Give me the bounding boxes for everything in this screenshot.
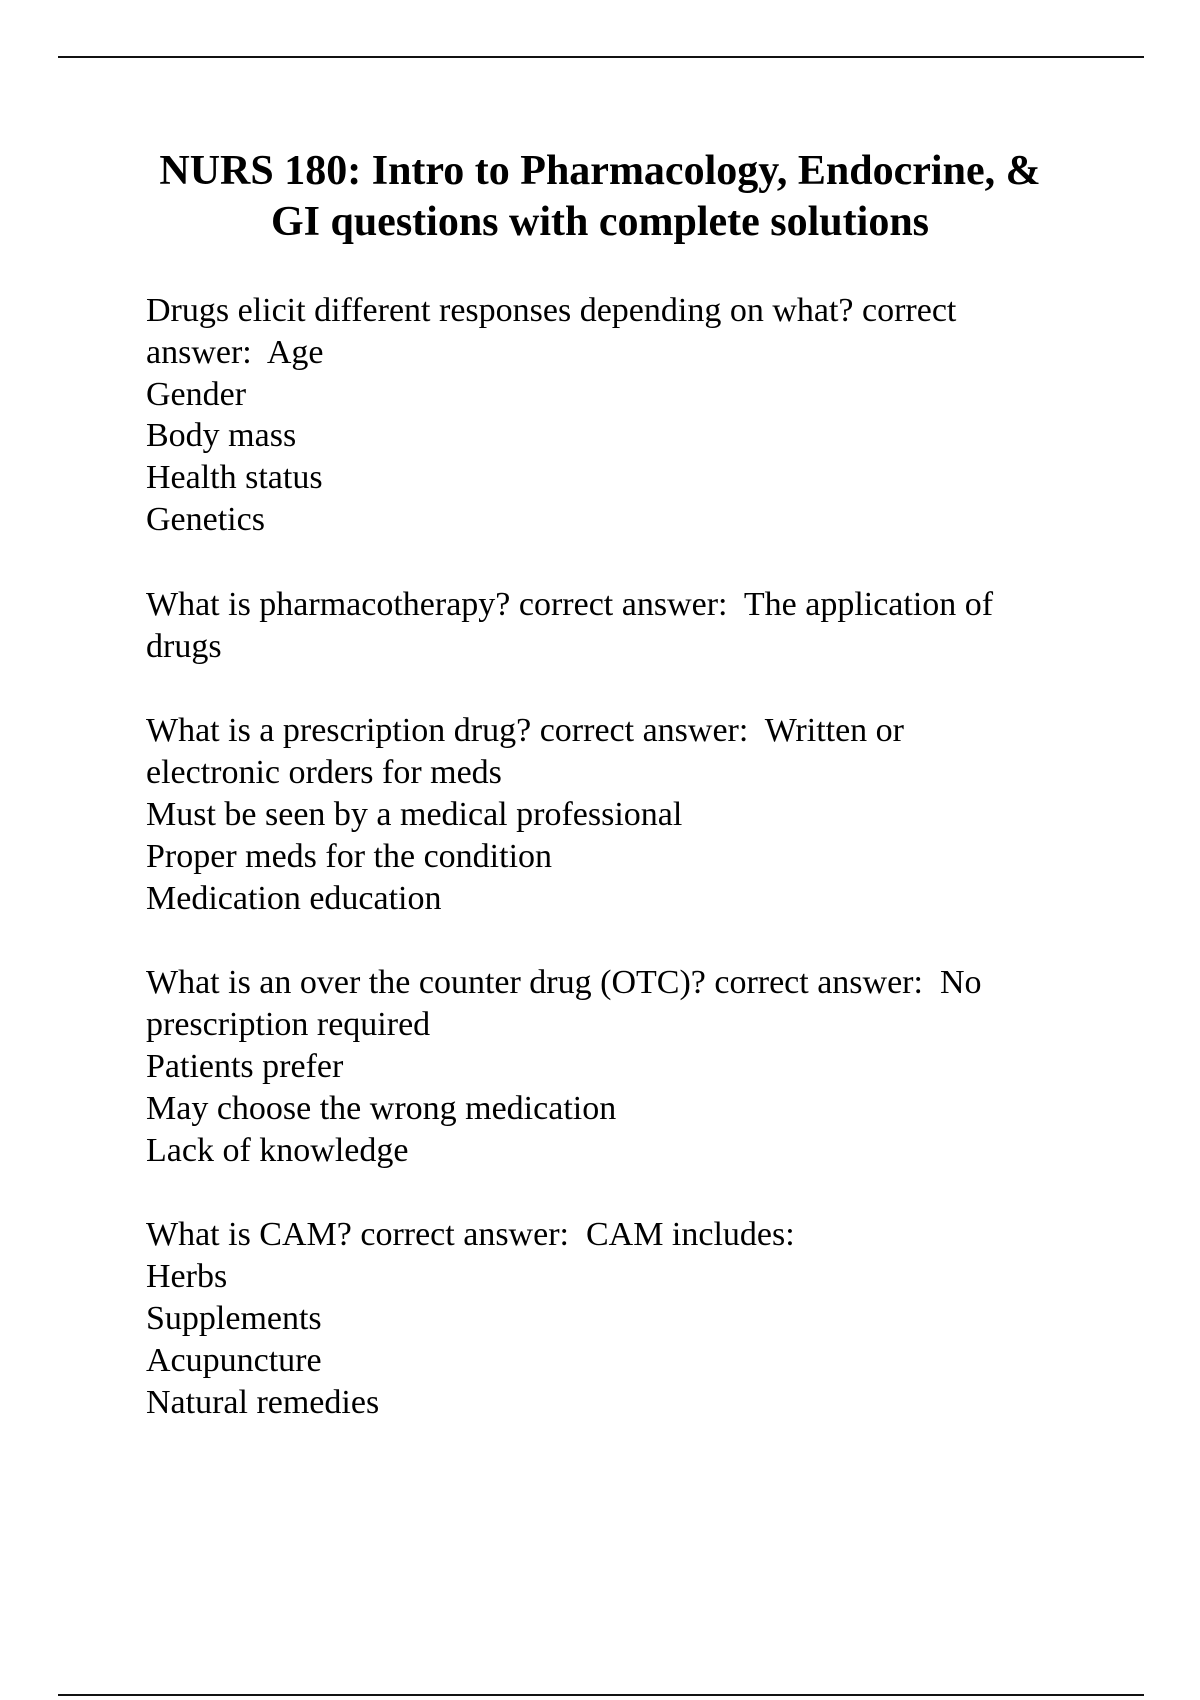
- qa-line: What is an over the counter drug (OTC)? correct answer: No: [146, 964, 982, 1002]
- qa-line: Gender: [146, 375, 247, 413]
- qa-line: Herbs: [146, 1258, 228, 1296]
- bottom-rule: [58, 1694, 1144, 1696]
- qa-line: Patients prefer: [146, 1047, 344, 1085]
- qa-item-cam: [146, 1214, 1086, 1423]
- qa-item-otc-drug: [146, 962, 1086, 1171]
- page-title: [100, 146, 1100, 248]
- qa-line: Genetics: [146, 500, 265, 538]
- qa-line: Drugs elicit different responses depending on what? correct: [146, 292, 957, 329]
- top-rule: [58, 56, 1144, 58]
- qa-line: Natural remedies: [146, 1383, 380, 1421]
- qa-line: answer: Age: [146, 333, 324, 371]
- qa-line: Health status: [146, 459, 323, 497]
- qa-line: What is CAM? correct answer: CAM includes:: [146, 1216, 795, 1254]
- qa-item-prescription-drug: [146, 710, 1086, 919]
- page-title-line-2: GI questions with complete solutions: [270, 199, 930, 245]
- qa-line: Supplements: [146, 1299, 322, 1337]
- qa-line: What is pharmacotherapy? correct answer: The application of: [146, 585, 994, 623]
- qa-list: [146, 290, 1086, 1423]
- qa-item-pharmacotherapy: [146, 584, 1086, 668]
- qa-line: Medication education: [146, 879, 442, 917]
- page-title-line-1: NURS 180: Intro to Pharmacology, Endocrine, &: [159, 148, 1041, 194]
- qa-line: Must be seen by a medical professional: [146, 795, 683, 833]
- qa-item-age-factors: [146, 290, 1086, 541]
- qa-line: Acupuncture: [146, 1341, 322, 1379]
- qa-line: Body mass: [146, 417, 297, 455]
- qa-line: Lack of knowledge: [146, 1131, 409, 1169]
- qa-line: What is a prescription drug? correct answer: Written or: [146, 712, 904, 750]
- qa-line: May choose the wrong medication: [146, 1089, 617, 1127]
- qa-line: drugs: [146, 627, 222, 665]
- qa-line: prescription required: [146, 1006, 431, 1044]
- qa-line: Proper meds for the condition: [146, 837, 553, 875]
- qa-line: electronic orders for meds: [146, 754, 502, 792]
